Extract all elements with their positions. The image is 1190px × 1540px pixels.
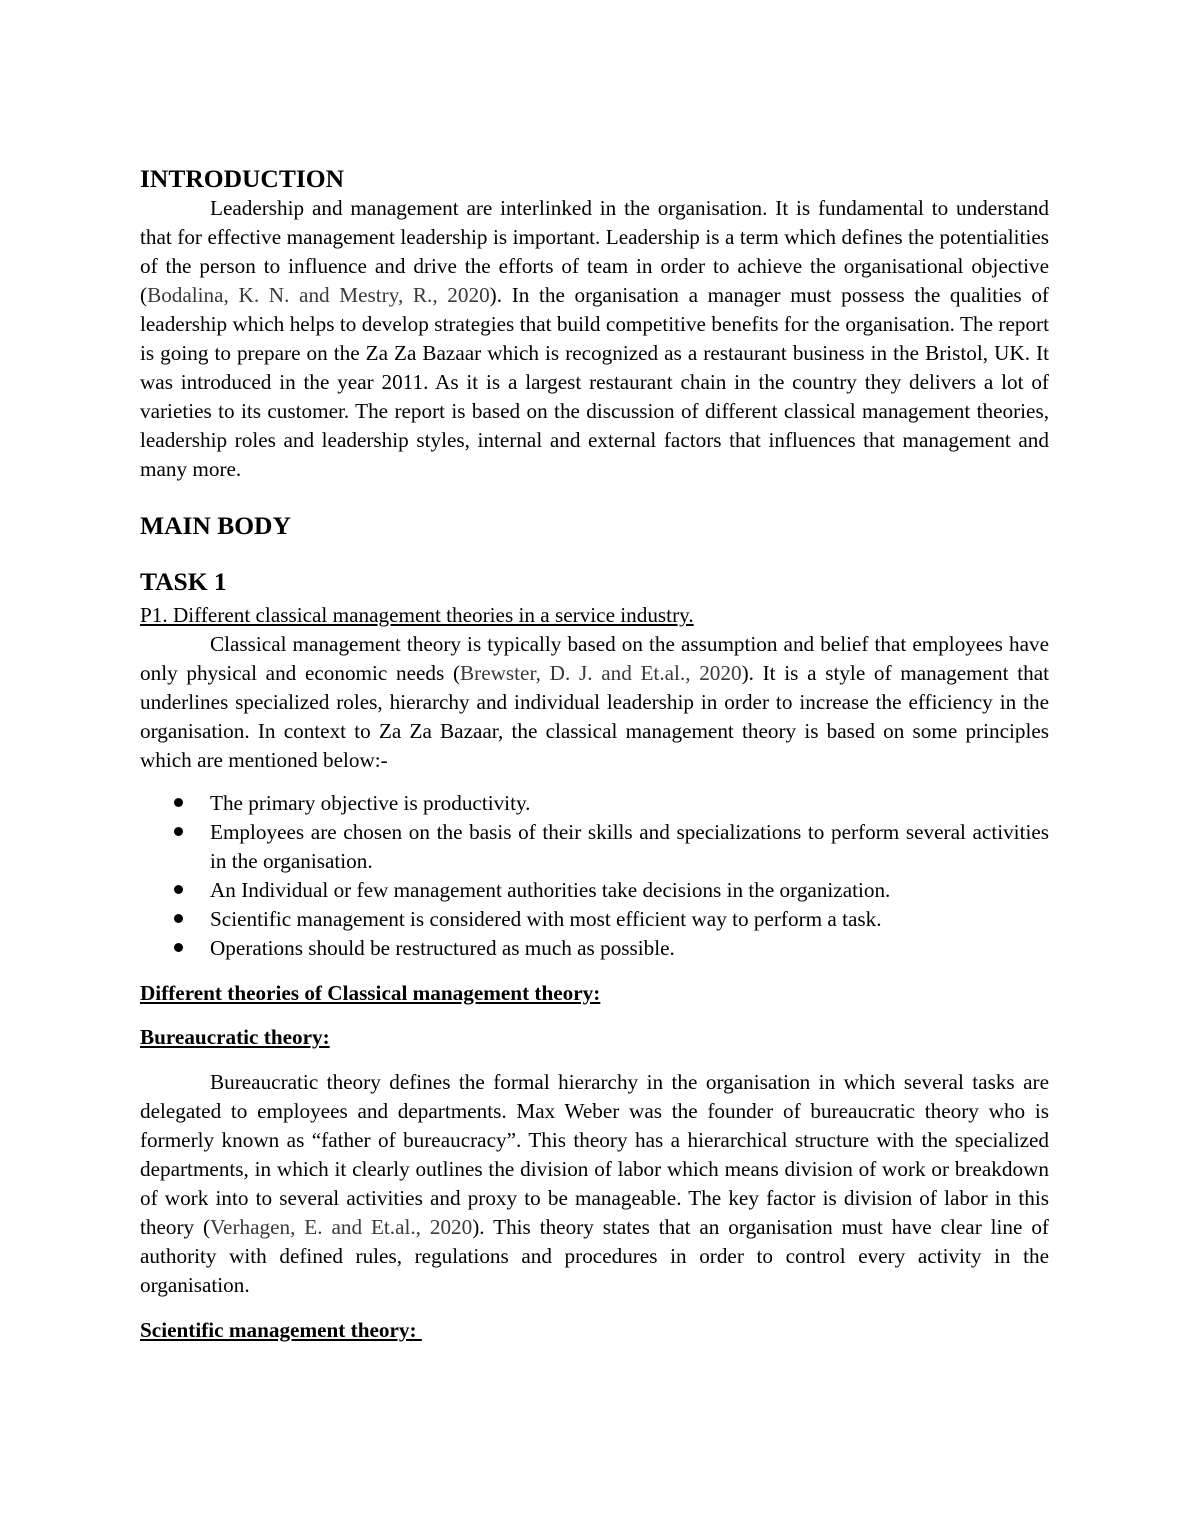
list-item: Scientific management is considered with most efficient way to perform a task. — [140, 905, 1049, 934]
bullet-icon — [174, 798, 183, 807]
bureaucratic-citation: Verhagen, E. and Et.al., 2020 — [210, 1215, 473, 1239]
list-item: The primary objective is productivity. — [140, 789, 1049, 818]
classical-theory-paragraph — [140, 630, 1049, 775]
bureaucratic-paragraph — [140, 1068, 1049, 1300]
classical-citation: Brewster, D. J. and Et.al., 2020 — [460, 661, 742, 685]
theories-heading: Different theories of Classical management theory: — [140, 981, 601, 1005]
bullet-icon — [174, 885, 183, 894]
list-item: Operations should be restructured as much as possible. — [140, 934, 1049, 963]
principles-list — [140, 789, 1049, 963]
document-page — [140, 160, 1049, 1345]
task1-subheading: P1. Different classical management theories in a service industry. — [140, 603, 694, 627]
bullet-icon — [174, 827, 183, 836]
bullet-icon — [174, 914, 183, 923]
bureaucratic-text-part-2: ). This theory states that an organisation must have clear line of authority with defined rules, regulations and procedures in order to control every activity in the organisation. — [140, 1215, 1049, 1297]
introduction-paragraph — [140, 194, 1049, 484]
bullet-icon — [174, 943, 183, 952]
classical-text-part-1: Classical management theory is typically based on the assumption and belief that employees have only physical and economic needs ( — [140, 632, 1049, 685]
list-item: An Individual or few management authorities take decisions in the organization. — [140, 876, 1049, 905]
intro-text-part-2: ). In the organisation a manager must possess the qualities of leadership which helps to develop strategies that build competitive benefits for the organisation. The report is going to prepare on the Za Za Bazaar which is recognized as a restaurant business in the Bristol, UK. It was introduced in the year 2011. As it is a largest restaurant chain in the country they delivers a lot of varieties to its customer. The report is based on the discussion of different classical management theories, leadership roles and leadership styles, internal and external factors that influences that management and many more. — [140, 283, 1049, 481]
scientific-heading: Scientific management theory: — [140, 1318, 422, 1342]
bureaucratic-heading: Bureaucratic theory: — [140, 1025, 330, 1049]
bureaucratic-text-part-1: Bureaucratic theory defines the formal hierarchy in the organisation in which several tasks are delegated to employees and departments. Max Weber was the founder of bureaucratic theory who is formerly known as “father of bureaucracy”. This theory has a hierarchical structure with the specialized departments, in which it clearly outlines the division of labor which means division of work or breakdown of work into to several activities and proxy to be manageable. The key factor is division of labor in this theory ( — [140, 1070, 1049, 1239]
list-item: Employees are chosen on the basis of their skills and specializations to perform several activities in the organisation. — [140, 818, 1049, 876]
main-body-heading: MAIN BODY — [140, 511, 291, 540]
task1-heading: TASK 1 — [140, 567, 227, 596]
introduction-heading: INTRODUCTION — [140, 164, 345, 193]
classical-text-part-2: ). It is a style of management that underlines specialized roles, hierarchy and individual leadership in order to increase the efficiency in the organisation. In context to Za Za Bazaar, the classical management theory is based on some principles which are mentioned below:- — [140, 661, 1049, 772]
intro-text-part-1: Leadership and management are interlinked in the organisation. It is fundamental to understand that for effective management leadership is important. Leadership is a term which defines the potentialities of the person to influence and drive the efforts of team in order to achieve the organisational objective ( — [140, 196, 1049, 307]
intro-citation: Bodalina, K. N. and Mestry, R., 2020 — [147, 283, 490, 307]
